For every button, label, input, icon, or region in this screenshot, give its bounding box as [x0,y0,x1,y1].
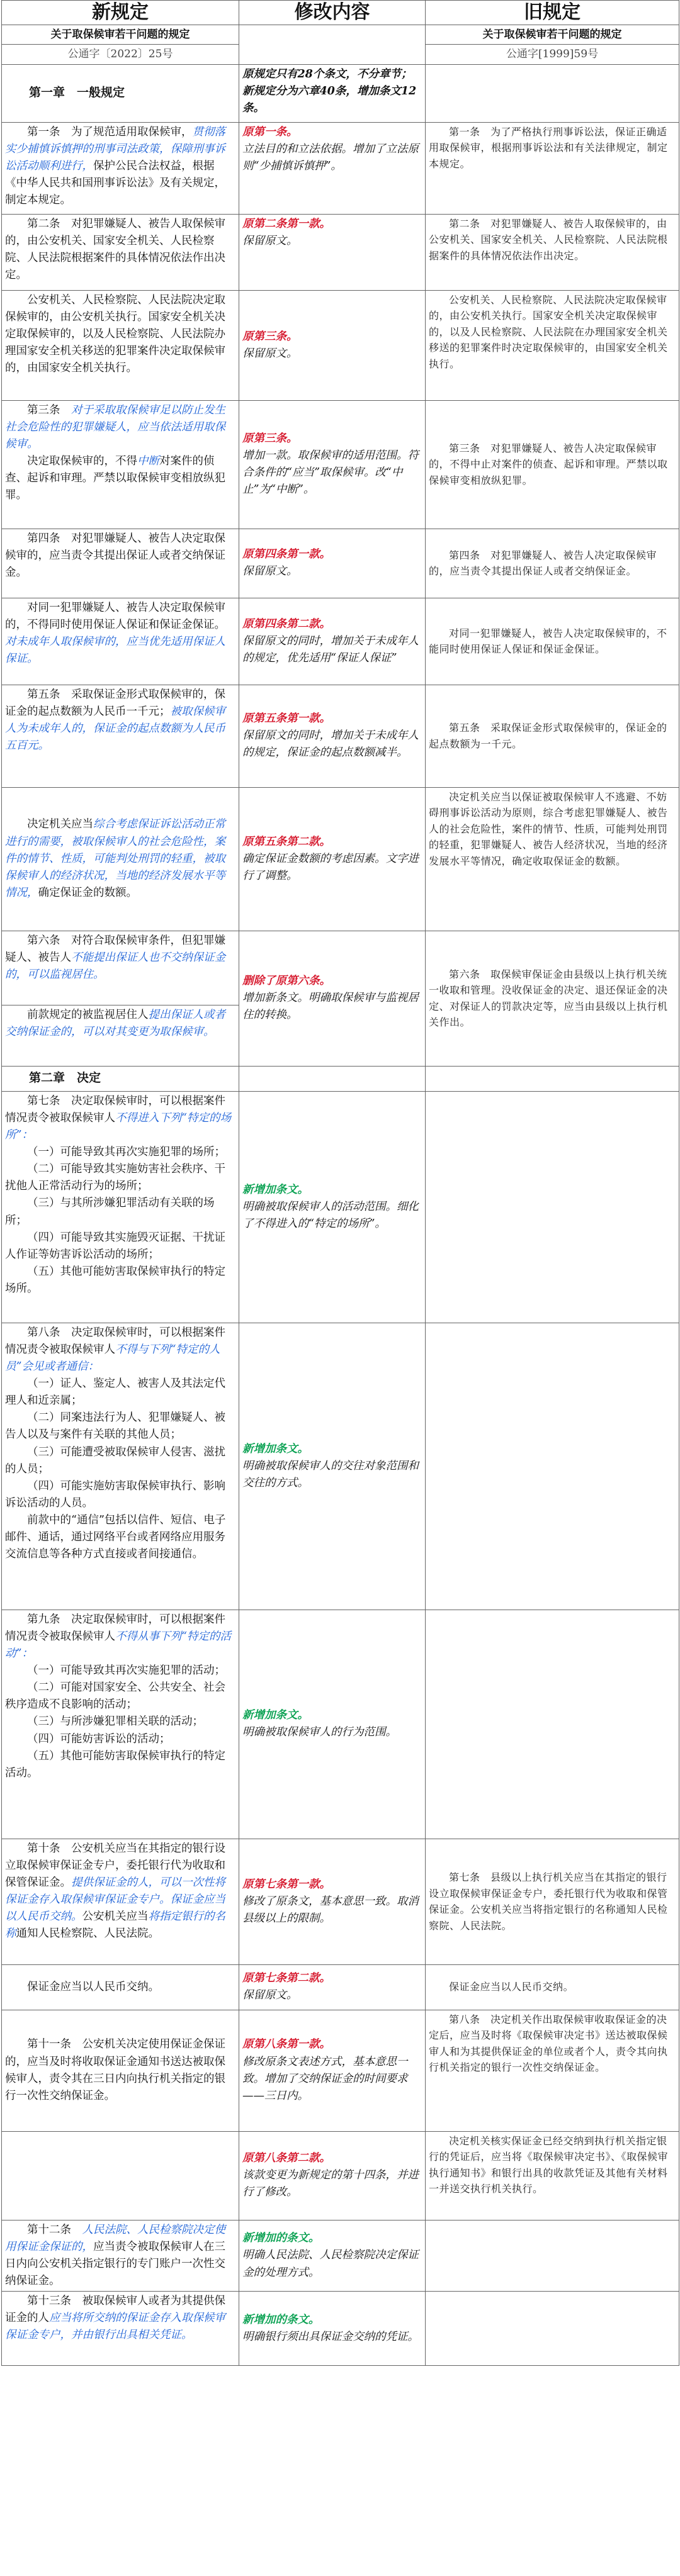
article-item: 前款中的“通信”包括以信件、短信、电子邮件、通话，通过网络平台或者网络应用服务交流信息等各种方式直接或者间接通信。 [5,1514,226,1561]
highlight-text: 对于采取取保候审足以防止发生社会危险性的犯罪嫌疑人，应当依法适用取保候审。 [5,403,225,451]
chapter-1-heading: 第一章 一般规定 [29,86,125,100]
change-note: 明确银行须出具保证金交纳的凭证。 [242,2330,419,2343]
change-tag: 删除了原第六条。 [242,975,331,987]
chapter1-row [2,64,679,122]
article-item: （四）可能妨害诉讼的活动； [27,1732,171,1745]
change-tag: 原第七条第一款。 [242,1878,331,1891]
chapter2-row [2,1066,679,1091]
table-row [2,787,679,931]
old-article-text: 第一条 为了严格执行刑事诉讼法，保证正确适用取保候审，根据刑事诉讼法和有关法律规定，制定本规定。 [429,125,668,170]
old-article-text: 第八条 决定机关作出取保候审收取保证金的决定后，应当及时将《取保候审决定书》送达被取保候审人和为其提供保证金的单位或者个人，责令其向执行机关指定的银行一次性交纳保证金。 [429,2013,668,2074]
table-row [2,1839,679,1964]
highlight-text: 将指定银行的名称 [5,1910,225,1940]
article-item: （二）可能对国家安全、公共安全、社会秩序造成不良影响的活动； [5,1681,225,1711]
table-row [2,529,679,598]
table-row [2,685,679,787]
article-text: 第十一条 公安机关决定使用保证金保证的，应当及时将收取保证金通知书送达被取保候审人，责令其在三日内向执行机关指定的银行一次性交纳保证金。 [5,2038,225,2102]
article-item: （三）与所涉嫌犯罪相关联的活动； [27,1715,203,1728]
highlight-text: 不能提出保证人也不交纳保证金的，可以监视居住。 [5,951,225,981]
change-tag: 原第七条第二款。 [242,1972,331,1985]
highlight-text: 应当将所交纳的保证金存入取保候审保证金专户，并由银行出具相关凭证。 [5,2312,225,2342]
highlight-text: 人民法院、人民检察院决定使用保证金保证的， [5,2223,225,2253]
change-tag: 原第八条第一款。 [242,2038,331,2051]
change-tag: 原第五条第二款。 [242,835,331,848]
article-item: （四）可能导致其实施毁灭证据、干扰证人作证等妨害诉讼活动的场所； [5,1231,225,1261]
old-article-text: 第七条 县级以上执行机关应当在其指定的银行设立取保候审保证金专户，委托银行代为收取和保管保证金。公安机关应当将指定银行的名称通知人民检察院、人民法院。 [429,1871,668,1932]
change-note: 保留原文的同时，增加关于未成年人的规定，保证金的起点数额减半。 [242,729,419,759]
article-item: （一）可能导致其再次实施犯罪的场所； [27,1146,225,1159]
empty-cell [239,25,426,65]
article-text: 决定取保候审的，不得 [27,455,137,468]
old-article-text: 决定机关核实保证金已经交纳到执行机关指定银行的凭证后，应当将《取保候审决定书》、《取保候审执行通知书》和银行出具的收款凭证及其他有关材料一并送交执行机关执行。 [429,2134,669,2195]
old-article-text: 第四条 对犯罪嫌疑人、被告人决定取保候审的，应当责令其提出保证人或者交纳保证金。 [429,549,657,578]
table-row [2,214,679,290]
old-article-text: 第六条 取保候审保证金由县级以上执行机关统一收取和管理。没收保证金的决定、退还保证金的决定、对保证人的罚款决定等，应当由县级以上执行机关作出。 [429,968,668,1029]
article-text: 第十二条 [27,2223,82,2236]
article-text: 决定机关应当 [27,818,93,831]
article-text: 对案件的侦查、起诉和审理。严禁以取保候审变相放纵犯罪。 [5,455,225,502]
old-title: 关于取保候审若干问题的规定 [426,25,679,45]
highlight-text: 贯彻落实少捕慎诉慎押的刑事司法政策，保障刑事诉讼活动顺利进行， [5,125,225,172]
change-note: 明确人民法院、人民检察院决定保证金的处理方式。 [242,2249,419,2279]
change-tag: 原第二条第一款。 [242,217,331,230]
article-text: 第五条 采取保证金形式取保候审的，保证金的起点数额为人民币一千元； [5,688,225,718]
old-article-text: 第五条 采取保证金形式取保候审的，保证金的起点数额为一千元。 [429,722,667,750]
change-note: 该款变更为新规定的第十四条，并进行了修改。 [242,2169,419,2199]
change-note: 明确被取保候审人的行为范围。 [242,1726,397,1739]
table-row [2,290,679,400]
article-text: 第六条 对符合取保候审条件，但犯罪嫌疑人、被告人 [5,934,225,964]
change-note: 明确被取保候审人的交往对象范围和交往的方式。 [242,1459,419,1489]
article-text: 公安机关应当 [82,1910,149,1924]
change-tag: 新增加的条文。 [242,2232,320,2245]
new-title: 关于取保候审若干问题的规定 [2,25,239,45]
table-row [2,1323,679,1610]
change-tag: 原第四条第一款。 [242,548,331,561]
change-tag: 新增加条文。 [242,1709,309,1722]
article-text: 前款规定的被监视居住人 [27,1008,149,1021]
table-row [2,2220,679,2292]
change-note: 保留原文的同时，增加关于未成年人的规定，优先适用“保证人保证” [242,634,419,664]
article-text: 公安机关、人民检察院、人民法院决定取保候审的，由公安机关执行。国家安全机关决定取保候审的，以及人民检察院、人民法院办理国家安全机关移送的犯罪案件决定取保候审的，由国家安全机关执行。 [5,293,225,375]
chapter-2-heading: 第二章 决定 [29,1071,101,1085]
change-note: 保留原文。 [242,347,298,360]
article-text: 第三条 [27,403,71,417]
old-article-text: 第二条 对犯罪嫌疑人、被告人取保候审的，由公安机关、国家安全机关、人民检察院、人民法院根据案件的具体情况依法作出决定。 [429,217,668,262]
intro-note: 原规定只有28个条文，不分章节；新规定分为六章40条，增加条文12条。 [239,64,426,122]
highlight-text: 中断 [137,455,159,468]
old-article-text: 第三条 对犯罪嫌疑人、被告人决定取保候审的，不得中止对案件的侦查、起诉和审理。严禁以取保候审变相放纵犯罪。 [429,442,668,486]
col-header-new: 新规定 [2,1,239,25]
highlight-text: 不得与下列“特定的人员”会见或者通信： [5,1343,220,1373]
article-text: 对同一犯罪嫌疑人、被告人决定取保候审的，不得同时使用保证人保证和保证金保证。 [5,601,225,631]
change-note: 确定保证金数额的考虑因素。文字进行了调整。 [242,852,419,882]
change-note: 修改了原条文，基本意思一致。取消县级以上的限制。 [242,1895,419,1925]
title-row [2,25,679,45]
header-row [2,1,679,25]
article-text: 保护公民合法权益，根据《中华人民共和国刑事诉讼法》及有关规定，制定本规定。 [5,159,225,207]
old-article-text: 保证金应当以人民币交纳。 [449,1981,574,1993]
article-item: （三）与其所涉嫌犯罪活动有关联的场所； [5,1197,215,1227]
article-text: 第十三条 被取保候审人或者为其提供保证金的人 [5,2295,225,2325]
table-row [2,2010,679,2131]
table-row [2,2131,679,2220]
table-row [2,598,679,685]
old-article-text: 对同一犯罪嫌疑人，被告人决定取保候审的，不能同时使用保证人保证和保证金保证。 [429,627,667,656]
table-row [2,931,679,1005]
change-tag: 新增加条文。 [242,1183,309,1196]
article-text: 第一条 为了规范适用取保候审， [27,125,193,138]
change-tag: 原第三条。 [242,330,298,343]
table-row [2,1091,679,1323]
change-tag: 原第三条。 [242,432,298,445]
table-row [2,2292,679,2366]
comparison-table [1,0,679,2366]
col-header-old: 旧规定 [426,1,679,25]
change-tag: 原第四条第二款。 [242,617,331,630]
change-note: 明确被取保候审人的活动范围。细化了不得进入的“特定的场所”。 [242,1200,419,1230]
change-note: 保留原文。 [242,1989,298,2002]
col-header-change: 修改内容 [239,1,426,25]
change-tag: 原第五条第一款。 [242,712,331,725]
table-row [2,1964,679,2010]
highlight-text: 被取保候审人为未成年人的，保证金的起点数额为人民币五百元。 [5,705,225,753]
change-tag: 新增加条文。 [242,1442,309,1455]
article-text: 保证金应当以人民币交纳。 [27,1980,159,1993]
article-text: 第九条 决定取保候审时，可以根据案件情况责令被取保候审人 [5,1613,225,1643]
change-note: 增加新条文。明确取保候审与监视居住的转换。 [242,992,419,1022]
old-doc-no: 公通字[1999]59号 [426,45,679,64]
table-row [2,400,679,529]
highlight-text: 提出保证人或者交纳保证金的，可以对其变更为取保候审。 [5,1008,225,1038]
highlight-text: 对未成年人取保候审的，应当优先适用保证人保证。 [5,635,225,666]
change-note: 修改原条文表述方式，基本意思一致。增加了交纳保证金的时间要求——三日内。 [242,2055,408,2102]
article-item: （三）可能遭受被取保候审人侵害、滋扰的人员； [5,1445,225,1476]
article-text: 确定保证金的数额。 [38,886,137,899]
article-item: （五）其他可能妨害取保候审执行的特定场所。 [5,1265,225,1296]
article-item: （四）可能实施妨害取保候审执行、影响诉讼活动的人员。 [5,1479,225,1509]
highlight-text: 不得进入下列“特定的场所”： [5,1111,231,1141]
change-note: 立法目的和立法依据。增加了立法原则“少捕慎诉慎押”。 [242,142,419,172]
change-tag: 新增加的条文。 [242,2313,320,2326]
article-text: 第二条 对犯罪嫌疑人、被告人取保候审的，由公安机关、国家安全机关、人民检察院、人民法院根据案件的具体情况依法作出决定。 [5,217,225,282]
table-row [2,1610,679,1839]
change-note: 保留原文。 [242,565,298,578]
article-text: 第十条 公安机关应当在其指定的银行设立取保候审保证金专户，委托银行代为收取和保管保证金。 [5,1842,225,1889]
article-text: 应当责令被取保候审人在三日内向公安机关指定银行的专门账户一次性交纳保证金。 [5,2240,225,2288]
article-text: 第四条 对犯罪嫌疑人、被告人决定取保候审的，应当责令其提出保证人或者交纳保证金。 [5,532,225,579]
highlight-text: 综合考虑保证诉讼活动正常进行的需要，被取保候审人的社会危险性，案件的情节、性质，可能判处刑罚的轻重，被取保候审人的经济状况，当地的经济发展水平等情况， [5,818,225,899]
new-doc-no: 公通字〔2022〕25号 [2,45,239,64]
article-text: 通知人民检察院、人民法院。 [16,1927,159,1940]
article-item: （一）证人、鉴定人、被害人及其法定代理人和近亲属； [5,1377,225,1408]
article-item: （二）同案违法行为人、犯罪嫌疑人、被告人以及与案件有关联的其他人员； [5,1411,225,1442]
old-article-text: 公安机关、人民检察院、人民法院决定取保候审的，由公安机关执行。国家安全机关决定取保候审的，以及人民检察院、人民法院在办理国家安全机关移送的犯罪案件时决定取保候审的，由国家安全机关执行。 [429,293,668,371]
article-item: （二）可能导致其实施妨害社会秩序、干扰他人正常活动行为的场所； [5,1163,225,1193]
highlight-text: 不得从事下列“特定的活动”： [5,1630,231,1660]
change-tag: 原第一条。 [242,125,298,138]
change-note: 增加一款。取保候审的适用范围。符合条件的“应当”取保候审。改“中止”为“中断”。 [242,449,419,496]
old-article-text: 决定机关应当以保证被取保候审人不逃避、不妨碍刑事诉讼活动为原则，综合考虑犯罪嫌疑人、被告人的社会危险性，案件的情节、性质，可能判处刑罚的轻重，犯罪嫌疑人、被告人经济状况，当地的经济发展水平等情况，确定收取保证金的数额。 [429,790,668,868]
change-note: 保留原文。 [242,234,298,247]
article-item: （五）其他可能妨害取保候审执行的特定活动。 [5,1749,225,1779]
change-tag: 原第八条第二款。 [242,2152,331,2164]
article-text: 第八条 决定取保候审时，可以根据案件情况责令被取保候审人 [5,1326,225,1356]
table-row [2,122,679,214]
article-item: （一）可能导致其再次实施犯罪的活动； [27,1664,225,1677]
article-text: 第七条 决定取保候审时，可以根据案件情况责令被取保候审人 [5,1094,225,1124]
highlight-text: 提供保证金的人，可以一次性将保证金存入取保候审保证金专户。保证金应当以人民币交纳。 [5,1876,225,1924]
